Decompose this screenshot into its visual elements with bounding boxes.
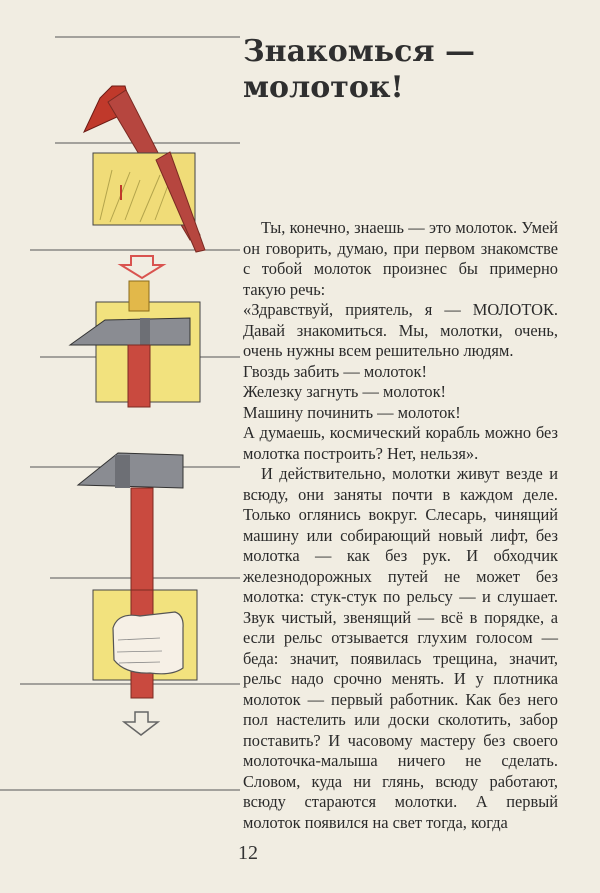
paragraph: Железку загнуть — молоток! [243, 382, 447, 401]
article-body [243, 218, 558, 833]
hammer-illustrations [0, 0, 240, 893]
paragraph: Гвоздь забить — молоток! [243, 361, 427, 381]
paragraph: «Здравствуй, приятель, я — МОЛОТОК. Давай знакомиться. Мы, молотки, очень, очень нужны всем решительно людям. [243, 300, 558, 360]
title-line-2: молоток! [243, 70, 404, 105]
page-number: 12 [238, 842, 258, 864]
page-title [243, 34, 588, 106]
paragraph: А думаешь, космический корабль можно без молотка построить? Нет, нельзя». [243, 423, 558, 463]
paragraph: И действительно, молотки живут везде и всюду, они заняты почти в каждом деле. Только оглянись вокруг. Слесарь, чинящий машину или собирающий новый лифт, без молотка — как без рук. И обходчик железнодорожных путей не может без молотка: стук-стук по рельсу — и слушает. Звук чистый, звенящий — всё в порядке, а если рельс отзывается глухим голосом — беда: значит, появилась трещина, значит, рельс надо срочно менять. И у плотника молоток — первый работник. Как без него пол настелить или доски сколотить, забор поставить? И часовому мастеру без своего молоточка-малыша ничего не сделать. Словом, куда ни глянь, всюду работают, всюду стараются молотки. А первый молоток появился на свет тогда, когда [243, 464, 558, 832]
arrow-down-icon [121, 256, 163, 278]
title-line-1: Знакомься — [243, 34, 476, 69]
paragraph: Машину починить — молоток! [243, 402, 461, 422]
paragraph: Ты, конечно, знаешь — это молоток. Умей он говорить, думаю, при первом знакомстве с тобой молоток произнес бы примерно такую речь: [243, 218, 558, 299]
hand-icon [113, 612, 183, 674]
arrow-down-icon [124, 712, 158, 735]
